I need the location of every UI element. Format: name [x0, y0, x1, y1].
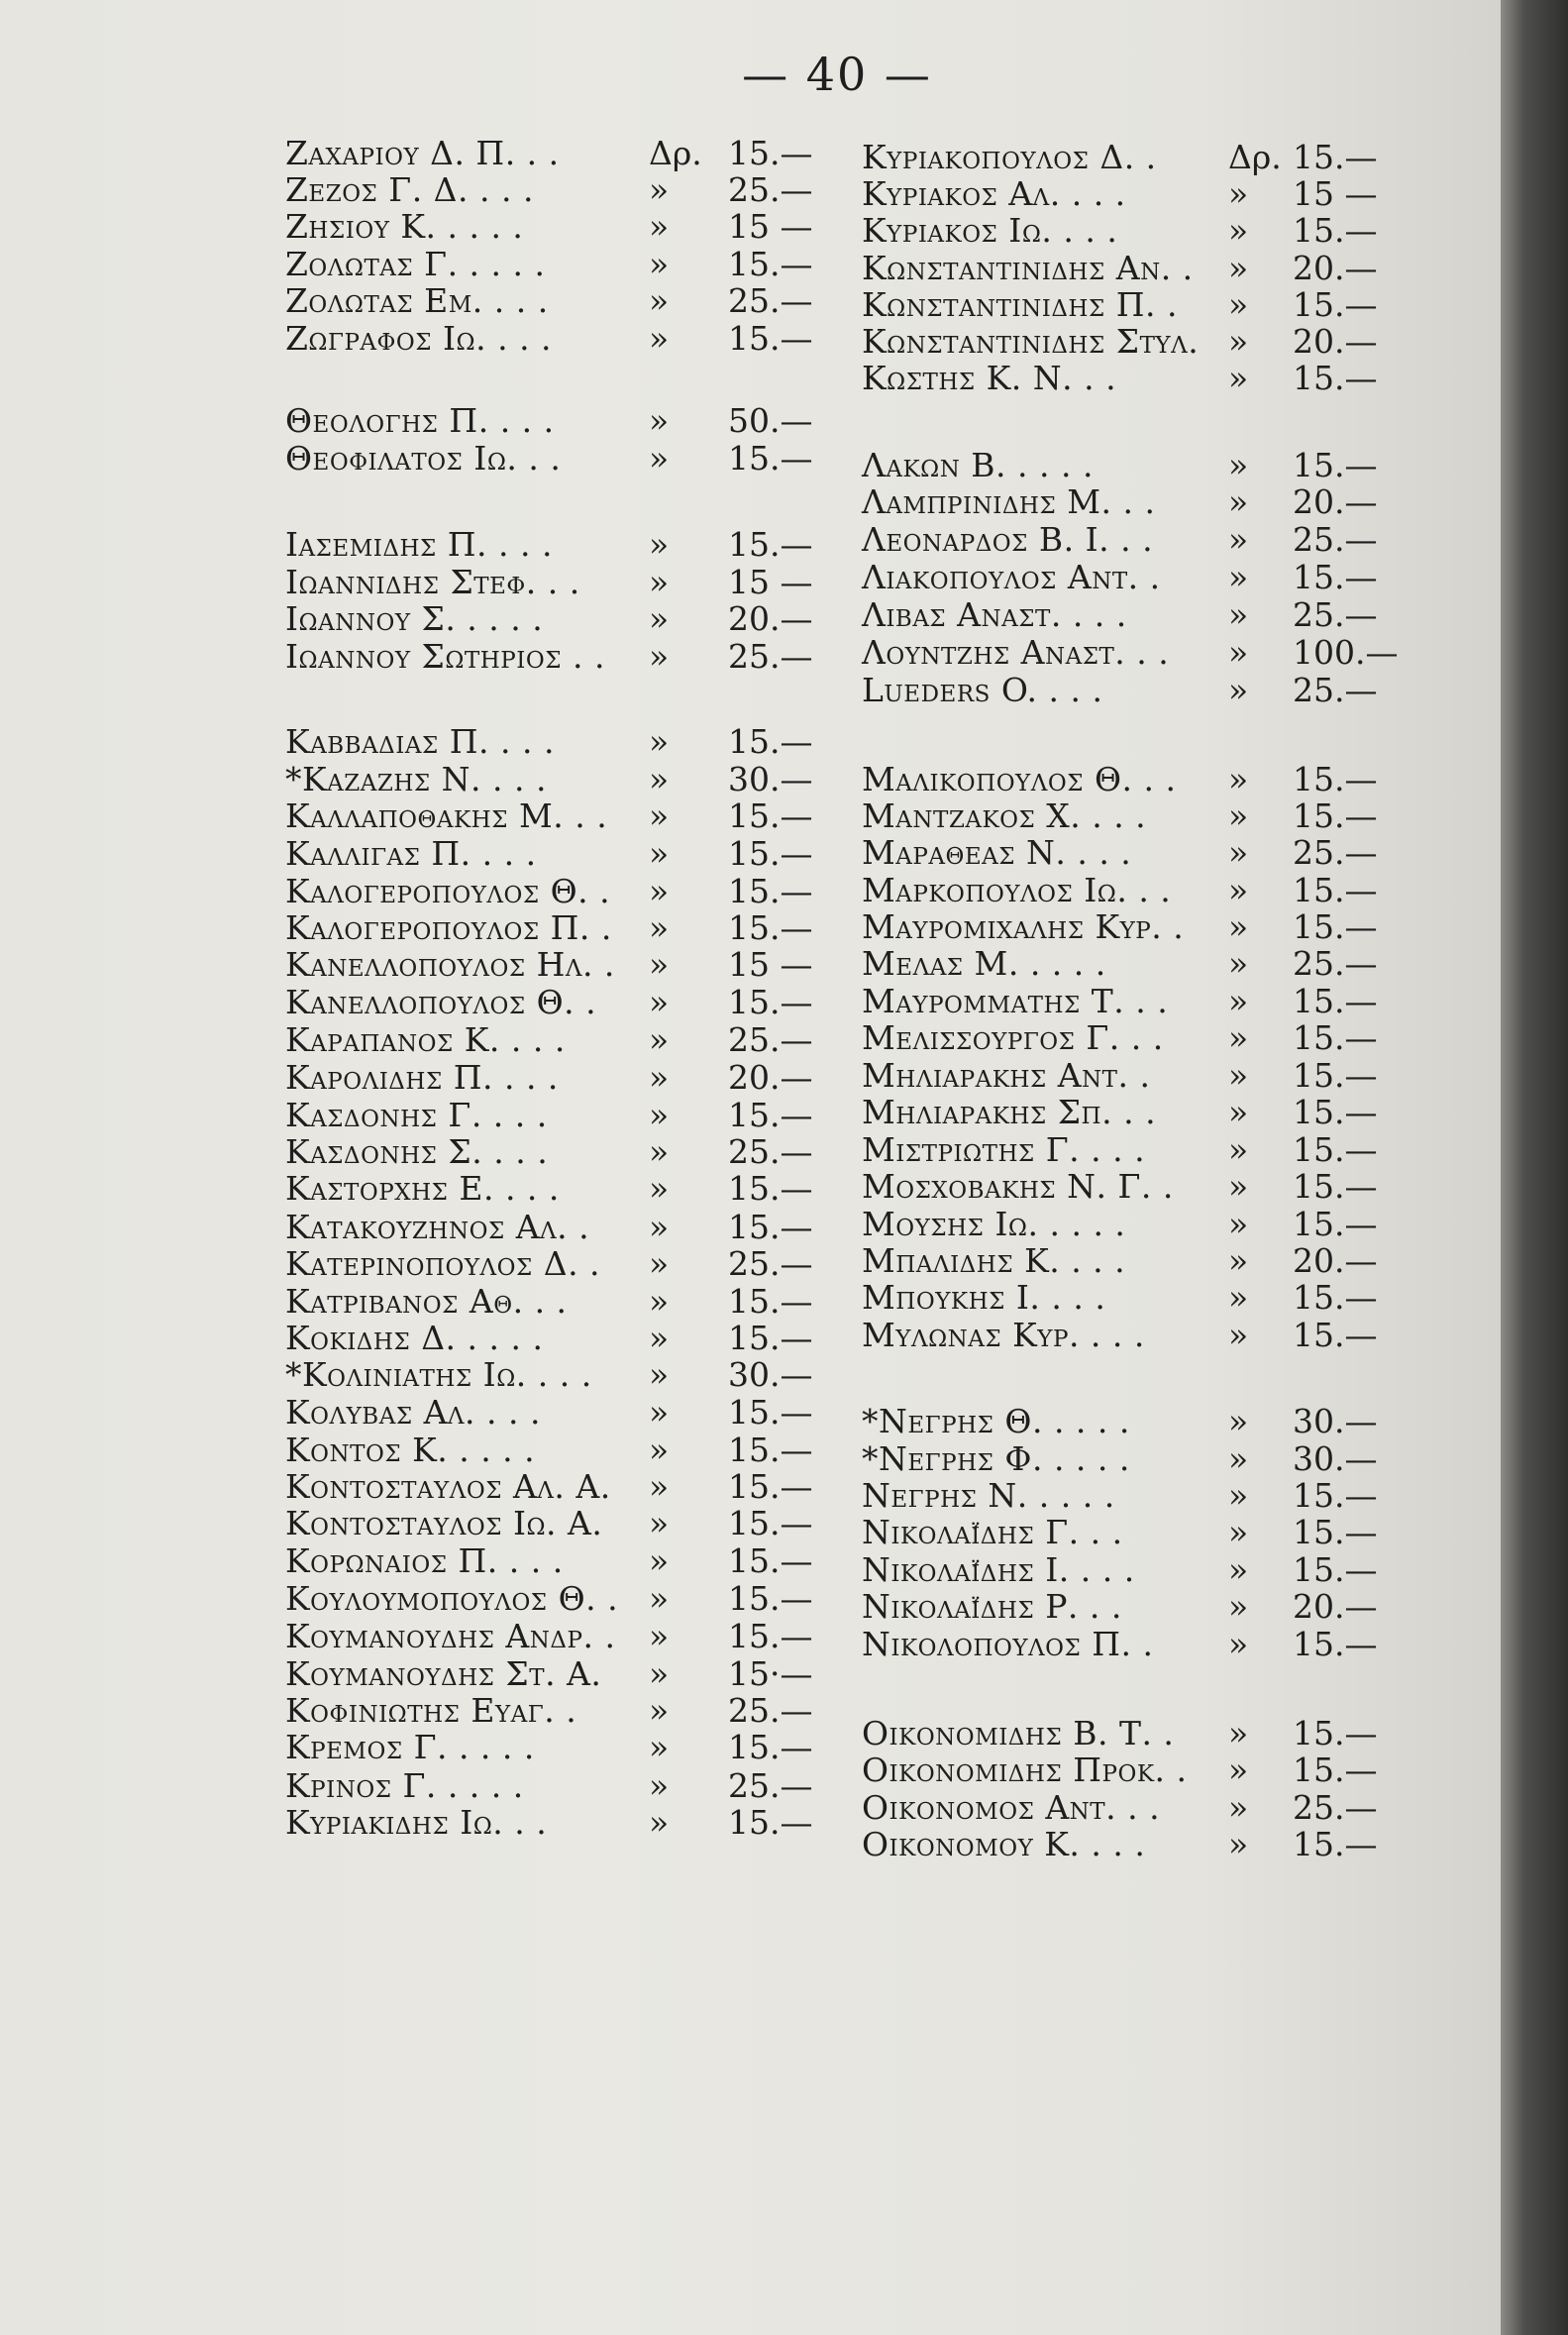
- entry-amount: 15.—: [728, 796, 813, 835]
- entry-name: *Κολινιατης Ιω. . . .: [285, 1355, 592, 1394]
- entry-name: Ζαχαριου Δ. Π. . .: [285, 134, 560, 172]
- entry-name: Κανελλοπουλος Θ. .: [285, 983, 597, 1021]
- entry-currency-mark: »: [649, 722, 670, 761]
- entry-name: Κοντος Κ. . . . .: [285, 1431, 536, 1469]
- entry-amount: 30.—: [728, 760, 813, 798]
- entry-amount: 15 —: [728, 563, 813, 601]
- entry-amount: 15.—: [728, 439, 813, 478]
- entry-amount: 100.—: [1293, 633, 1399, 672]
- entry-amount: 15.—: [1293, 1714, 1378, 1752]
- entry-currency-mark: »: [1228, 1093, 1249, 1131]
- entry-amount: 15.—: [728, 1504, 813, 1542]
- entry-currency-mark: »: [1228, 944, 1249, 983]
- entry-amount: 20.—: [1293, 1587, 1378, 1626]
- entry-amount: 15.—: [728, 872, 813, 910]
- entry-name: Lueders O. . . .: [862, 671, 1103, 709]
- entry-amount: 15.—: [1293, 1751, 1378, 1789]
- entry-amount: 25.—: [1293, 520, 1378, 559]
- entry-name: Κασδονης Σ. . . .: [285, 1132, 549, 1171]
- entry-amount: 50.—: [728, 401, 813, 440]
- entry-name: Μαραθεας Ν. . . .: [862, 833, 1132, 872]
- entry-currency-mark: »: [649, 1355, 670, 1394]
- entry-name: Κασδονης Γ. . . .: [285, 1096, 548, 1134]
- entry-name: *Καζαζης Ν. . . .: [285, 760, 547, 798]
- entry-amount: 15.—: [1293, 1130, 1378, 1169]
- entry-currency-mark: »: [649, 1467, 670, 1506]
- entry-name: Μοσχοβακης Ν. Γ. .: [862, 1167, 1174, 1206]
- entry-currency-mark: »: [1228, 1788, 1249, 1827]
- entry-name: Ζολωτας Εμ. . . .: [285, 281, 549, 320]
- entry-currency-mark: »: [1228, 671, 1249, 709]
- entry-amount: 15.—: [1293, 1625, 1378, 1663]
- entry-currency-mark: »: [649, 401, 670, 440]
- entry-currency-mark: »: [649, 1058, 670, 1097]
- entry-amount: 15.—: [728, 1579, 813, 1618]
- entry-name: Κυριακος Ιω. . . .: [862, 211, 1118, 250]
- entry-currency-mark: »: [649, 834, 670, 873]
- entry-currency-mark: »: [649, 1132, 670, 1171]
- entry-name: Καστορχης Ε. . . .: [285, 1169, 560, 1208]
- entry-amount: 15.—: [728, 1208, 813, 1246]
- entry-amount: 20.—: [728, 1058, 813, 1097]
- entry-currency-mark: »: [1228, 322, 1249, 361]
- entry-currency-mark: »: [1228, 633, 1249, 672]
- entry-name: Κρεμος Γ. . . . .: [285, 1728, 535, 1766]
- entry-currency-mark: »: [1228, 1278, 1249, 1317]
- entry-amount: 15.—: [1293, 211, 1378, 250]
- entry-name: Μαντζακος Χ. . . .: [862, 796, 1147, 835]
- entry-amount: 30.—: [728, 1355, 813, 1394]
- entry-name: Μπαλιδης Κ. . . .: [862, 1241, 1126, 1280]
- entry-name: Κοντοσταυλος Ιω. Α.: [285, 1504, 603, 1542]
- entry-currency-mark: »: [1228, 1056, 1249, 1095]
- entry-name: Νικολαΐδης Γ. . .: [862, 1513, 1123, 1551]
- entry-currency-mark: »: [1228, 871, 1249, 909]
- entry-name: Μελισσουργος Γ. . .: [862, 1018, 1164, 1057]
- entry-amount: 15.—: [1293, 1018, 1378, 1057]
- entry-amount: 25.—: [728, 1691, 813, 1730]
- entry-name: Κοκιδης Δ. . . . .: [285, 1319, 544, 1357]
- entry-currency-mark: »: [649, 599, 670, 638]
- entry-amount: 15.—: [728, 1617, 813, 1655]
- entry-currency-mark: »: [649, 1244, 670, 1283]
- entry-amount: 25.—: [728, 1132, 813, 1171]
- entry-name: Μαυρομματης Τ. . .: [862, 982, 1169, 1020]
- entry-name: Ιωαννου Σωτηριος . .: [285, 637, 605, 676]
- entry-currency-mark: »: [649, 1096, 670, 1134]
- entry-amount: 15.—: [1293, 796, 1378, 835]
- entry-currency-mark: »: [649, 170, 670, 209]
- entry-name: Οικονομος Αντ. . .: [862, 1788, 1161, 1827]
- entry-name: Κατακουζηνος Αλ. .: [285, 1208, 590, 1246]
- entry-name: Μαυρομιχαλης Κυρ. .: [862, 907, 1185, 946]
- entry-amount: 15.—: [728, 134, 813, 172]
- entry-name: Κουλουμοπουλος Θ. .: [285, 1579, 619, 1618]
- entry-amount: 20.—: [1293, 1241, 1378, 1280]
- entry-name: Μουσης Ιω. . . . .: [862, 1205, 1126, 1243]
- entry-name: Ζεζος Γ. Δ. . . .: [285, 170, 534, 209]
- entry-name: Ιασεμιδης Π. . . .: [285, 525, 553, 564]
- entry-currency-mark: »: [649, 439, 670, 478]
- entry-currency-mark: »: [1228, 211, 1249, 250]
- entry-amount: 15.—: [728, 1431, 813, 1469]
- entry-amount: 15.—: [1293, 446, 1378, 484]
- entry-amount: 15.—: [728, 834, 813, 873]
- entry-currency-mark: »: [1228, 1476, 1249, 1515]
- entry-currency-mark: »: [649, 637, 670, 676]
- entry-currency-mark: Δρ.: [649, 134, 702, 172]
- entry-name: Μπουκης Ι. . . .: [862, 1278, 1106, 1317]
- entry-currency-mark: »: [649, 563, 670, 601]
- entry-name: Λιβας Αναστ. . . .: [862, 595, 1127, 634]
- entry-name: Κυριακος Αλ. . . .: [862, 174, 1126, 213]
- entry-currency-mark: »: [1228, 1130, 1249, 1169]
- entry-name: Μαλικοπουλος Θ. . .: [862, 760, 1177, 798]
- entry-currency-mark: »: [649, 1020, 670, 1059]
- entry-name: Κυριακοπουλος Δ. .: [862, 138, 1157, 176]
- entry-amount: 15.—: [728, 1728, 813, 1766]
- entry-currency-mark: »: [1228, 174, 1249, 213]
- entry-name: Καραπανος Κ. . . .: [285, 1020, 566, 1059]
- entry-currency-mark: »: [649, 319, 670, 358]
- entry-currency-mark: »: [1228, 1167, 1249, 1206]
- entry-name: Θεοφιλατος Ιω. . .: [285, 439, 562, 478]
- entry-amount: 15.—: [1293, 760, 1378, 798]
- entry-name: Κοντοσταυλος Αλ. Α.: [285, 1467, 611, 1506]
- entry-name: Κυριακιδης Ιω. . .: [285, 1803, 548, 1842]
- entry-currency-mark: »: [649, 1431, 670, 1469]
- entry-currency-mark: »: [649, 796, 670, 835]
- entry-currency-mark: »: [1228, 595, 1249, 634]
- entry-currency-mark: »: [649, 1654, 670, 1693]
- entry-currency-mark: »: [649, 245, 670, 283]
- entry-currency-mark: »: [649, 945, 670, 984]
- entry-amount: 15.—: [1293, 1476, 1378, 1515]
- entry-amount: 25.—: [728, 1766, 813, 1805]
- entry-name: Κανελλοπουλος Ηλ. .: [285, 945, 615, 984]
- entry-name: Μελας Μ. . . . .: [862, 944, 1106, 983]
- entry-currency-mark: »: [1228, 982, 1249, 1020]
- entry-currency-mark: »: [1228, 482, 1249, 521]
- entry-amount: 15.—: [728, 983, 813, 1021]
- entry-name: Μαρκοπουλος Ιω. . .: [862, 871, 1172, 909]
- entry-amount: 15.—: [1293, 1205, 1378, 1243]
- entry-name: Καλογεροπουλος Θ. .: [285, 872, 611, 910]
- entry-amount: 25.—: [728, 1244, 813, 1283]
- entry-amount: 20.—: [1293, 249, 1378, 287]
- entry-amount: 25.—: [728, 1020, 813, 1059]
- entry-name: Καββαδιας Π. . . .: [285, 722, 555, 761]
- entry-name: Κωνσταντινιδης Π. .: [862, 285, 1178, 324]
- entry-currency-mark: »: [1228, 446, 1249, 484]
- entry-currency-mark: »: [1228, 1316, 1249, 1354]
- entry-amount: 25.—: [1293, 595, 1378, 634]
- entry-amount: 20.—: [1293, 322, 1378, 361]
- entry-amount: 25.—: [728, 170, 813, 209]
- entry-amount: 15.—: [728, 1319, 813, 1357]
- entry-currency-mark: »: [1228, 1825, 1249, 1863]
- entry-currency-mark: »: [649, 207, 670, 246]
- entry-amount: 15.—: [1293, 1825, 1378, 1863]
- entry-name: Κορωναιος Π. . . .: [285, 1541, 564, 1580]
- entry-amount: 15.—: [1293, 1056, 1378, 1095]
- entry-currency-mark: »: [1228, 359, 1249, 397]
- entry-currency-mark: »: [1228, 1018, 1249, 1057]
- entry-name: Νικολαΐδης Ι. . . .: [862, 1550, 1135, 1589]
- entry-amount: 20.—: [728, 599, 813, 638]
- entry-currency-mark: »: [1228, 558, 1249, 596]
- entry-name: Ζολωτας Γ. . . . .: [285, 245, 546, 283]
- entry-name: Νικολοπουλος Π. .: [862, 1625, 1154, 1663]
- entry-amount: 15.—: [728, 908, 813, 947]
- entry-amount: 15.—: [1293, 285, 1378, 324]
- entry-name: Καρολιδης Π. . . .: [285, 1058, 559, 1097]
- entry-name: Καλογεροπουλος Π. .: [285, 908, 612, 947]
- entry-currency-mark: »: [1228, 285, 1249, 324]
- entry-name: Κουμανουδης Ανδρ. .: [285, 1617, 616, 1655]
- entry-amount: 15.—: [1293, 871, 1378, 909]
- entry-amount: 15.—: [1293, 1513, 1378, 1551]
- entry-amount: 15.—: [1293, 1316, 1378, 1354]
- entry-name: Λουντζης Αναστ. . .: [862, 633, 1170, 672]
- entry-currency-mark: »: [1228, 1205, 1249, 1243]
- entry-name: Ιωαννου Σ. . . . .: [285, 599, 544, 638]
- entry-name: Ζησιου Κ. . . . .: [285, 207, 524, 246]
- entry-currency-mark: »: [1228, 249, 1249, 287]
- entry-currency-mark: »: [649, 1579, 670, 1618]
- entry-currency-mark: »: [1228, 1751, 1249, 1789]
- entry-name: Κοφινιωτης Ευαγ. .: [285, 1691, 577, 1730]
- entry-currency-mark: »: [649, 1169, 670, 1208]
- entry-amount: 20.—: [1293, 482, 1378, 521]
- entry-name: Οικονομου Κ. . . .: [862, 1825, 1146, 1863]
- entry-amount: 25.—: [1293, 944, 1378, 983]
- entry-amount: 25.—: [728, 281, 813, 320]
- entry-name: Κωνσταντινιδης Στυλ.: [862, 322, 1200, 361]
- entry-amount: 15.—: [728, 1282, 813, 1321]
- entry-name: Μυλωνας Κυρ. . . .: [862, 1316, 1145, 1354]
- entry-name: Νικολαΐδης Ρ. . .: [862, 1587, 1122, 1626]
- entry-name: Οικονομιδης Προκ. .: [862, 1751, 1188, 1789]
- entry-amount: 15 —: [728, 945, 813, 984]
- entry-name: Κωστης Κ. Ν. . .: [862, 359, 1117, 397]
- entry-name: Μηλιαρακης Αντ. .: [862, 1056, 1151, 1095]
- entry-name: Λαμπρινιδης Μ. . .: [862, 482, 1156, 521]
- entry-amount: 15.—: [728, 1393, 813, 1432]
- entry-currency-mark: »: [649, 1504, 670, 1542]
- entry-name: Ζωγραφος Ιω. . . .: [285, 319, 553, 358]
- entry-currency-mark: »: [649, 1393, 670, 1432]
- entry-currency-mark: »: [649, 1319, 670, 1357]
- entry-amount: 15.—: [728, 1803, 813, 1842]
- entry-name: Καλλιγας Π. . . .: [285, 834, 537, 873]
- entry-currency-mark: »: [649, 1541, 670, 1580]
- entry-currency-mark: »: [649, 983, 670, 1021]
- entry-currency-mark: »: [1228, 1587, 1249, 1626]
- entry-name: Κρινος Γ. . . . .: [285, 1766, 524, 1805]
- entry-name: Λακων Β. . . . .: [862, 446, 1094, 484]
- entry-amount: 15.—: [728, 1541, 813, 1580]
- entry-currency-mark: »: [1228, 833, 1249, 872]
- entry-name: Μηλιαρακης Σπ. . .: [862, 1093, 1157, 1131]
- entry-currency-mark: »: [1228, 1402, 1249, 1440]
- entry-amount: 15.—: [1293, 907, 1378, 946]
- book-spine-shadow: [1501, 0, 1568, 2335]
- entry-currency-mark: »: [649, 1282, 670, 1321]
- entry-amount: 15.—: [1293, 1278, 1378, 1317]
- entry-name: *Νεγρης Φ. . . . .: [862, 1439, 1130, 1478]
- entry-currency-mark: »: [1228, 1625, 1249, 1663]
- entry-currency-mark: »: [1228, 1439, 1249, 1478]
- entry-currency-mark: »: [649, 1691, 670, 1730]
- entry-name: Καλλαποθακης Μ. . .: [285, 796, 608, 835]
- entry-amount: 15.—: [728, 319, 813, 358]
- entry-name: Κουμανουδης Στ. Α.: [285, 1654, 602, 1693]
- entry-name: Κατερινοπουλος Δ. .: [285, 1244, 601, 1283]
- entry-currency-mark: »: [649, 1617, 670, 1655]
- entry-name: Κατριβανος Αθ. . .: [285, 1282, 568, 1321]
- entry-amount: 15.—: [728, 722, 813, 761]
- entry-currency-mark: »: [1228, 1513, 1249, 1551]
- entry-currency-mark: »: [1228, 1550, 1249, 1589]
- entry-currency-mark: »: [1228, 907, 1249, 946]
- entry-amount: 15.—: [1293, 558, 1378, 596]
- entry-name: Οικονομιδης Β. Τ. .: [862, 1714, 1175, 1752]
- entry-name: Νεγρης Ν. . . . .: [862, 1476, 1115, 1515]
- entry-currency-mark: »: [649, 1766, 670, 1805]
- entry-amount: 15.—: [1293, 982, 1378, 1020]
- entry-currency-mark: »: [649, 281, 670, 320]
- entry-currency-mark: »: [649, 872, 670, 910]
- entry-amount: 15.—: [728, 525, 813, 564]
- entry-amount: 15.—: [728, 1096, 813, 1134]
- entry-amount: 15.—: [1293, 138, 1378, 176]
- entry-name: Λιακοπουλος Αντ. .: [862, 558, 1161, 596]
- entry-amount: 25.—: [728, 637, 813, 676]
- page-number: — 40 —: [742, 48, 932, 101]
- entry-name: Θεολογης Π. . . .: [285, 401, 555, 440]
- entry-amount: 15.—: [728, 245, 813, 283]
- entry-currency-mark: »: [1228, 796, 1249, 835]
- entry-currency-mark: »: [649, 1803, 670, 1842]
- entry-currency-mark: »: [649, 1728, 670, 1766]
- entry-currency-mark: »: [1228, 1241, 1249, 1280]
- entry-name: Κολυβας Αλ. . . .: [285, 1393, 541, 1432]
- entry-amount: 15·—: [728, 1654, 813, 1693]
- entry-amount: 25.—: [1293, 671, 1378, 709]
- entry-amount: 15.—: [1293, 1550, 1378, 1589]
- entry-name: Μιστριωτης Γ. . . .: [862, 1130, 1146, 1169]
- entry-currency-mark: »: [1228, 1714, 1249, 1752]
- entry-name: Λεοναρδος Β. Ι. . .: [862, 520, 1154, 559]
- entry-amount: 30.—: [1293, 1402, 1378, 1440]
- entry-name: Ιωαννιδης Στεφ. . .: [285, 563, 580, 601]
- entry-currency-mark: »: [649, 525, 670, 564]
- entry-name: *Νεγρης Θ. . . . .: [862, 1402, 1130, 1440]
- entry-amount: 15.—: [728, 1467, 813, 1506]
- entry-amount: 15 —: [1293, 174, 1378, 213]
- entry-amount: 15.—: [1293, 359, 1378, 397]
- entry-currency-mark: »: [649, 908, 670, 947]
- entry-currency-mark: Δρ.: [1228, 138, 1282, 176]
- entry-amount: 15 —: [728, 207, 813, 246]
- entry-amount: 15.—: [728, 1169, 813, 1208]
- entry-currency-mark: »: [649, 760, 670, 798]
- entry-amount: 15.—: [1293, 1093, 1378, 1131]
- entry-amount: 15.—: [1293, 1167, 1378, 1206]
- entry-name: Κωνσταντινιδης Αν. .: [862, 249, 1194, 287]
- entry-currency-mark: »: [1228, 520, 1249, 559]
- entry-amount: 25.—: [1293, 1788, 1378, 1827]
- entry-amount: 25.—: [1293, 833, 1378, 872]
- entry-currency-mark: »: [649, 1208, 670, 1246]
- entry-amount: 30.—: [1293, 1439, 1378, 1478]
- entry-currency-mark: »: [1228, 760, 1249, 798]
